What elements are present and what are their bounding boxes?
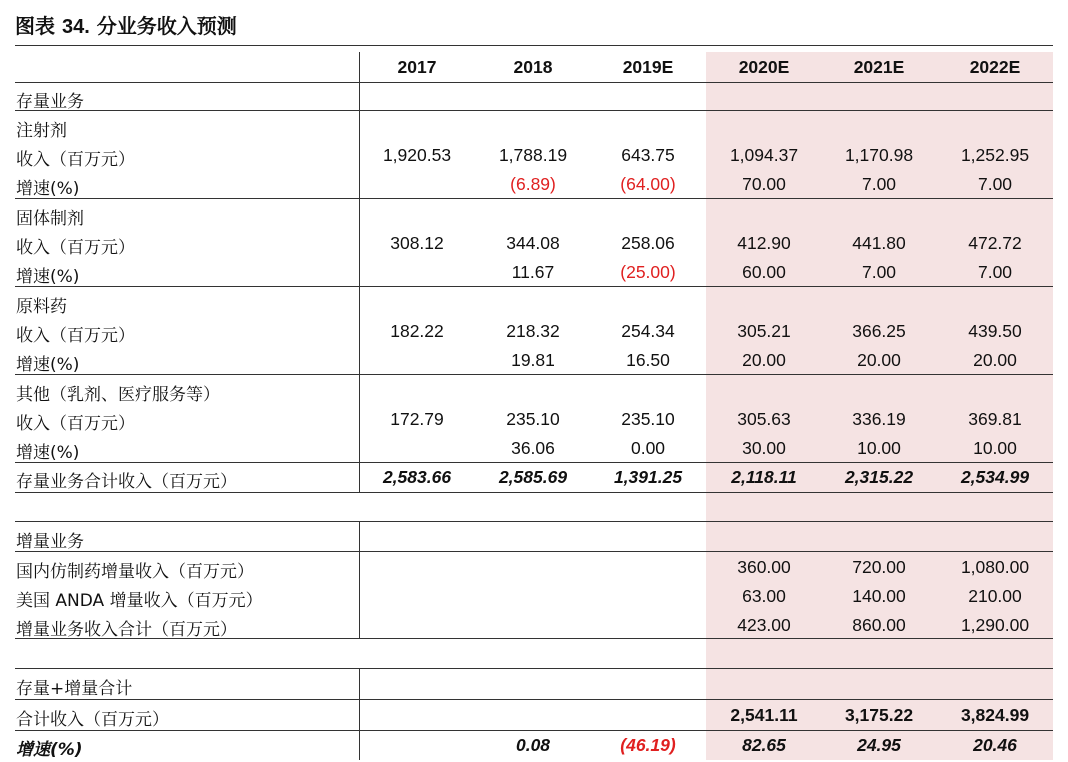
- table-row: [0, 524, 1068, 552]
- cell-2020e: 63.00: [742, 586, 786, 606]
- rule-10: [15, 668, 1053, 669]
- row-label: 增速(%): [16, 443, 80, 463]
- row-label: 收入（百万元）: [16, 238, 135, 258]
- cell-2022e: 210.00: [968, 586, 1022, 606]
- cell-2018: (6.89): [510, 174, 556, 194]
- row-label: 收入（百万元）: [16, 326, 135, 346]
- row-label: 增速(%): [16, 267, 80, 287]
- cell-2021e: 1,170.98: [844, 145, 914, 165]
- row-label: 增速(%): [16, 355, 80, 375]
- cell-2018: 1,788.19: [498, 145, 568, 165]
- row-label: 增量业务: [16, 532, 84, 552]
- cell-2018: 36.06: [511, 438, 555, 458]
- cell-2022e: 472.72: [968, 233, 1022, 253]
- table-row: [0, 171, 1068, 199]
- rule-11: [15, 699, 1053, 700]
- cell-2020e: 423.00: [737, 615, 791, 635]
- table-row: [0, 230, 1068, 258]
- cell-2022e: 1,252.95: [960, 145, 1030, 165]
- cell-2021e: 441.80: [852, 233, 906, 253]
- cell-2022e: 369.81: [968, 409, 1022, 429]
- table-row: [0, 406, 1068, 434]
- cell-2022e: 7.00: [977, 262, 1013, 282]
- cell-2020e: 60.00: [742, 262, 786, 282]
- cell-2022e: 7.00: [977, 174, 1013, 194]
- col-header-2021e: 2021E: [853, 57, 905, 77]
- cell-2018: 11.67: [511, 262, 555, 282]
- row-label: 国内仿制药增量收入（百万元）: [16, 562, 254, 582]
- cell-2018: 2,585.69: [498, 467, 568, 487]
- table-row: [0, 347, 1068, 375]
- cell-2022e: 1,290.00: [960, 615, 1030, 635]
- cell-2019e: 1,391.25: [613, 467, 683, 487]
- cell-2017: 182.22: [390, 321, 444, 341]
- title-text: 分业务收入预测: [96, 14, 237, 38]
- cell-2021e: 7.00: [861, 262, 897, 282]
- table-row: [0, 732, 1068, 760]
- row-label: 合计收入（百万元）: [16, 710, 169, 730]
- title-rule: [15, 45, 1053, 46]
- table-row: [0, 377, 1068, 405]
- cell-2022e: 439.50: [968, 321, 1022, 341]
- row-label: 增速(%): [16, 740, 83, 760]
- col-header-2020e: 2020E: [738, 57, 790, 77]
- cell-2020e: 20.00: [742, 350, 786, 370]
- cell-2021e: 20.00: [857, 350, 901, 370]
- rule-header: [15, 82, 1053, 83]
- cell-2017: 308.12: [390, 233, 444, 253]
- row-label: 增速(%): [16, 179, 80, 199]
- cell-2019e: 235.10: [621, 409, 675, 429]
- cell-2022e: 20.00: [973, 350, 1017, 370]
- cell-2021e: 366.25: [852, 321, 906, 341]
- cell-2018: 0.08: [515, 735, 551, 755]
- table-row: [0, 612, 1068, 640]
- row-label: 存量业务合计收入（百万元）: [16, 472, 237, 492]
- title-number: 34.: [61, 16, 90, 38]
- table-row: [0, 464, 1068, 492]
- cell-2019e: 0.00: [630, 438, 666, 458]
- cell-2020e: 360.00: [737, 557, 791, 577]
- table-row: [0, 702, 1068, 730]
- cell-2020e: 2,118.11: [731, 467, 797, 487]
- cell-2021e: 860.00: [852, 615, 906, 635]
- table-row: [0, 583, 1068, 611]
- cell-2018: 19.81: [511, 350, 555, 370]
- table-row: [0, 318, 1068, 346]
- table-row: [0, 289, 1068, 317]
- cell-2019e: 258.06: [621, 233, 675, 253]
- row-label: 注射剂: [16, 121, 67, 141]
- cell-2020e: 305.21: [737, 321, 791, 341]
- table-row: [0, 671, 1068, 699]
- rule-6: [15, 492, 1053, 493]
- cell-2020e: 30.00: [742, 438, 786, 458]
- cell-2020e: 82.65: [742, 735, 786, 755]
- cell-2022e: 1,080.00: [960, 557, 1030, 577]
- table-row: [0, 113, 1068, 141]
- table-row: [0, 259, 1068, 287]
- row-label: 固体制剂: [16, 209, 84, 229]
- row-label: 原料药: [16, 297, 67, 317]
- cell-2022e: 3,824.99: [960, 705, 1030, 725]
- header-row: [0, 54, 1068, 82]
- table-row: [0, 142, 1068, 170]
- title-prefix: 图表: [15, 14, 55, 38]
- cell-2020e: 412.90: [737, 233, 791, 253]
- cell-2020e: 1,094.37: [729, 145, 799, 165]
- row-label: 收入（百万元）: [16, 150, 135, 170]
- cell-2018: 218.32: [506, 321, 560, 341]
- col-header-2019e: 2019E: [622, 57, 674, 77]
- row-label: 存量业务: [16, 92, 84, 112]
- cell-2020e: 305.63: [737, 409, 791, 429]
- cell-2021e: 7.00: [861, 174, 897, 194]
- cell-2021e: 336.19: [852, 409, 906, 429]
- cell-2021e: 140.00: [852, 586, 906, 606]
- table-row: [0, 435, 1068, 463]
- cell-2022e: 10.00: [973, 438, 1017, 458]
- cell-2019e: 643.75: [621, 145, 675, 165]
- cell-2017: 172.79: [390, 409, 444, 429]
- col-header-2018: 2018: [513, 57, 553, 77]
- table-row: [0, 554, 1068, 582]
- cell-2021e: 720.00: [852, 557, 906, 577]
- cell-2020e: 2,541.11: [730, 705, 798, 725]
- cell-2017: 2,583.66: [382, 467, 452, 487]
- cell-2021e: 2,315.22: [844, 467, 914, 487]
- cell-2018: 235.10: [506, 409, 560, 429]
- cell-2021e: 10.00: [857, 438, 901, 458]
- cell-2019e: (46.19): [620, 735, 676, 755]
- rule-7: [15, 521, 1053, 522]
- cell-2020e: 70.00: [742, 174, 786, 194]
- row-label: 美国 ANDA 增量收入（百万元）: [16, 591, 263, 611]
- cell-2021e: 24.95: [857, 735, 901, 755]
- cell-2018: 344.08: [506, 233, 560, 253]
- col-header-2022e: 2022E: [969, 57, 1021, 77]
- rule-12: [15, 730, 1053, 731]
- cell-2019e: (25.00): [620, 262, 676, 282]
- cell-2022e: 20.46: [973, 735, 1017, 755]
- row-label: 增量业务收入合计（百万元）: [16, 620, 237, 640]
- row-label: 其他（乳剂、医疗服务等）: [16, 385, 220, 405]
- table-row: [0, 201, 1068, 229]
- row-label: 存量+增量合计: [16, 679, 133, 699]
- col-header-2017: 2017: [397, 57, 437, 77]
- table-title: [15, 10, 237, 39]
- cell-2019e: (64.00): [620, 174, 676, 194]
- cell-2017: 1,920.53: [382, 145, 452, 165]
- cell-2022e: 2,534.99: [960, 467, 1030, 487]
- cell-2019e: 254.34: [621, 321, 675, 341]
- cell-2019e: 16.50: [626, 350, 670, 370]
- table-row: [0, 84, 1068, 112]
- row-label: 收入（百万元）: [16, 414, 135, 434]
- cell-2021e: 3,175.22: [844, 705, 914, 725]
